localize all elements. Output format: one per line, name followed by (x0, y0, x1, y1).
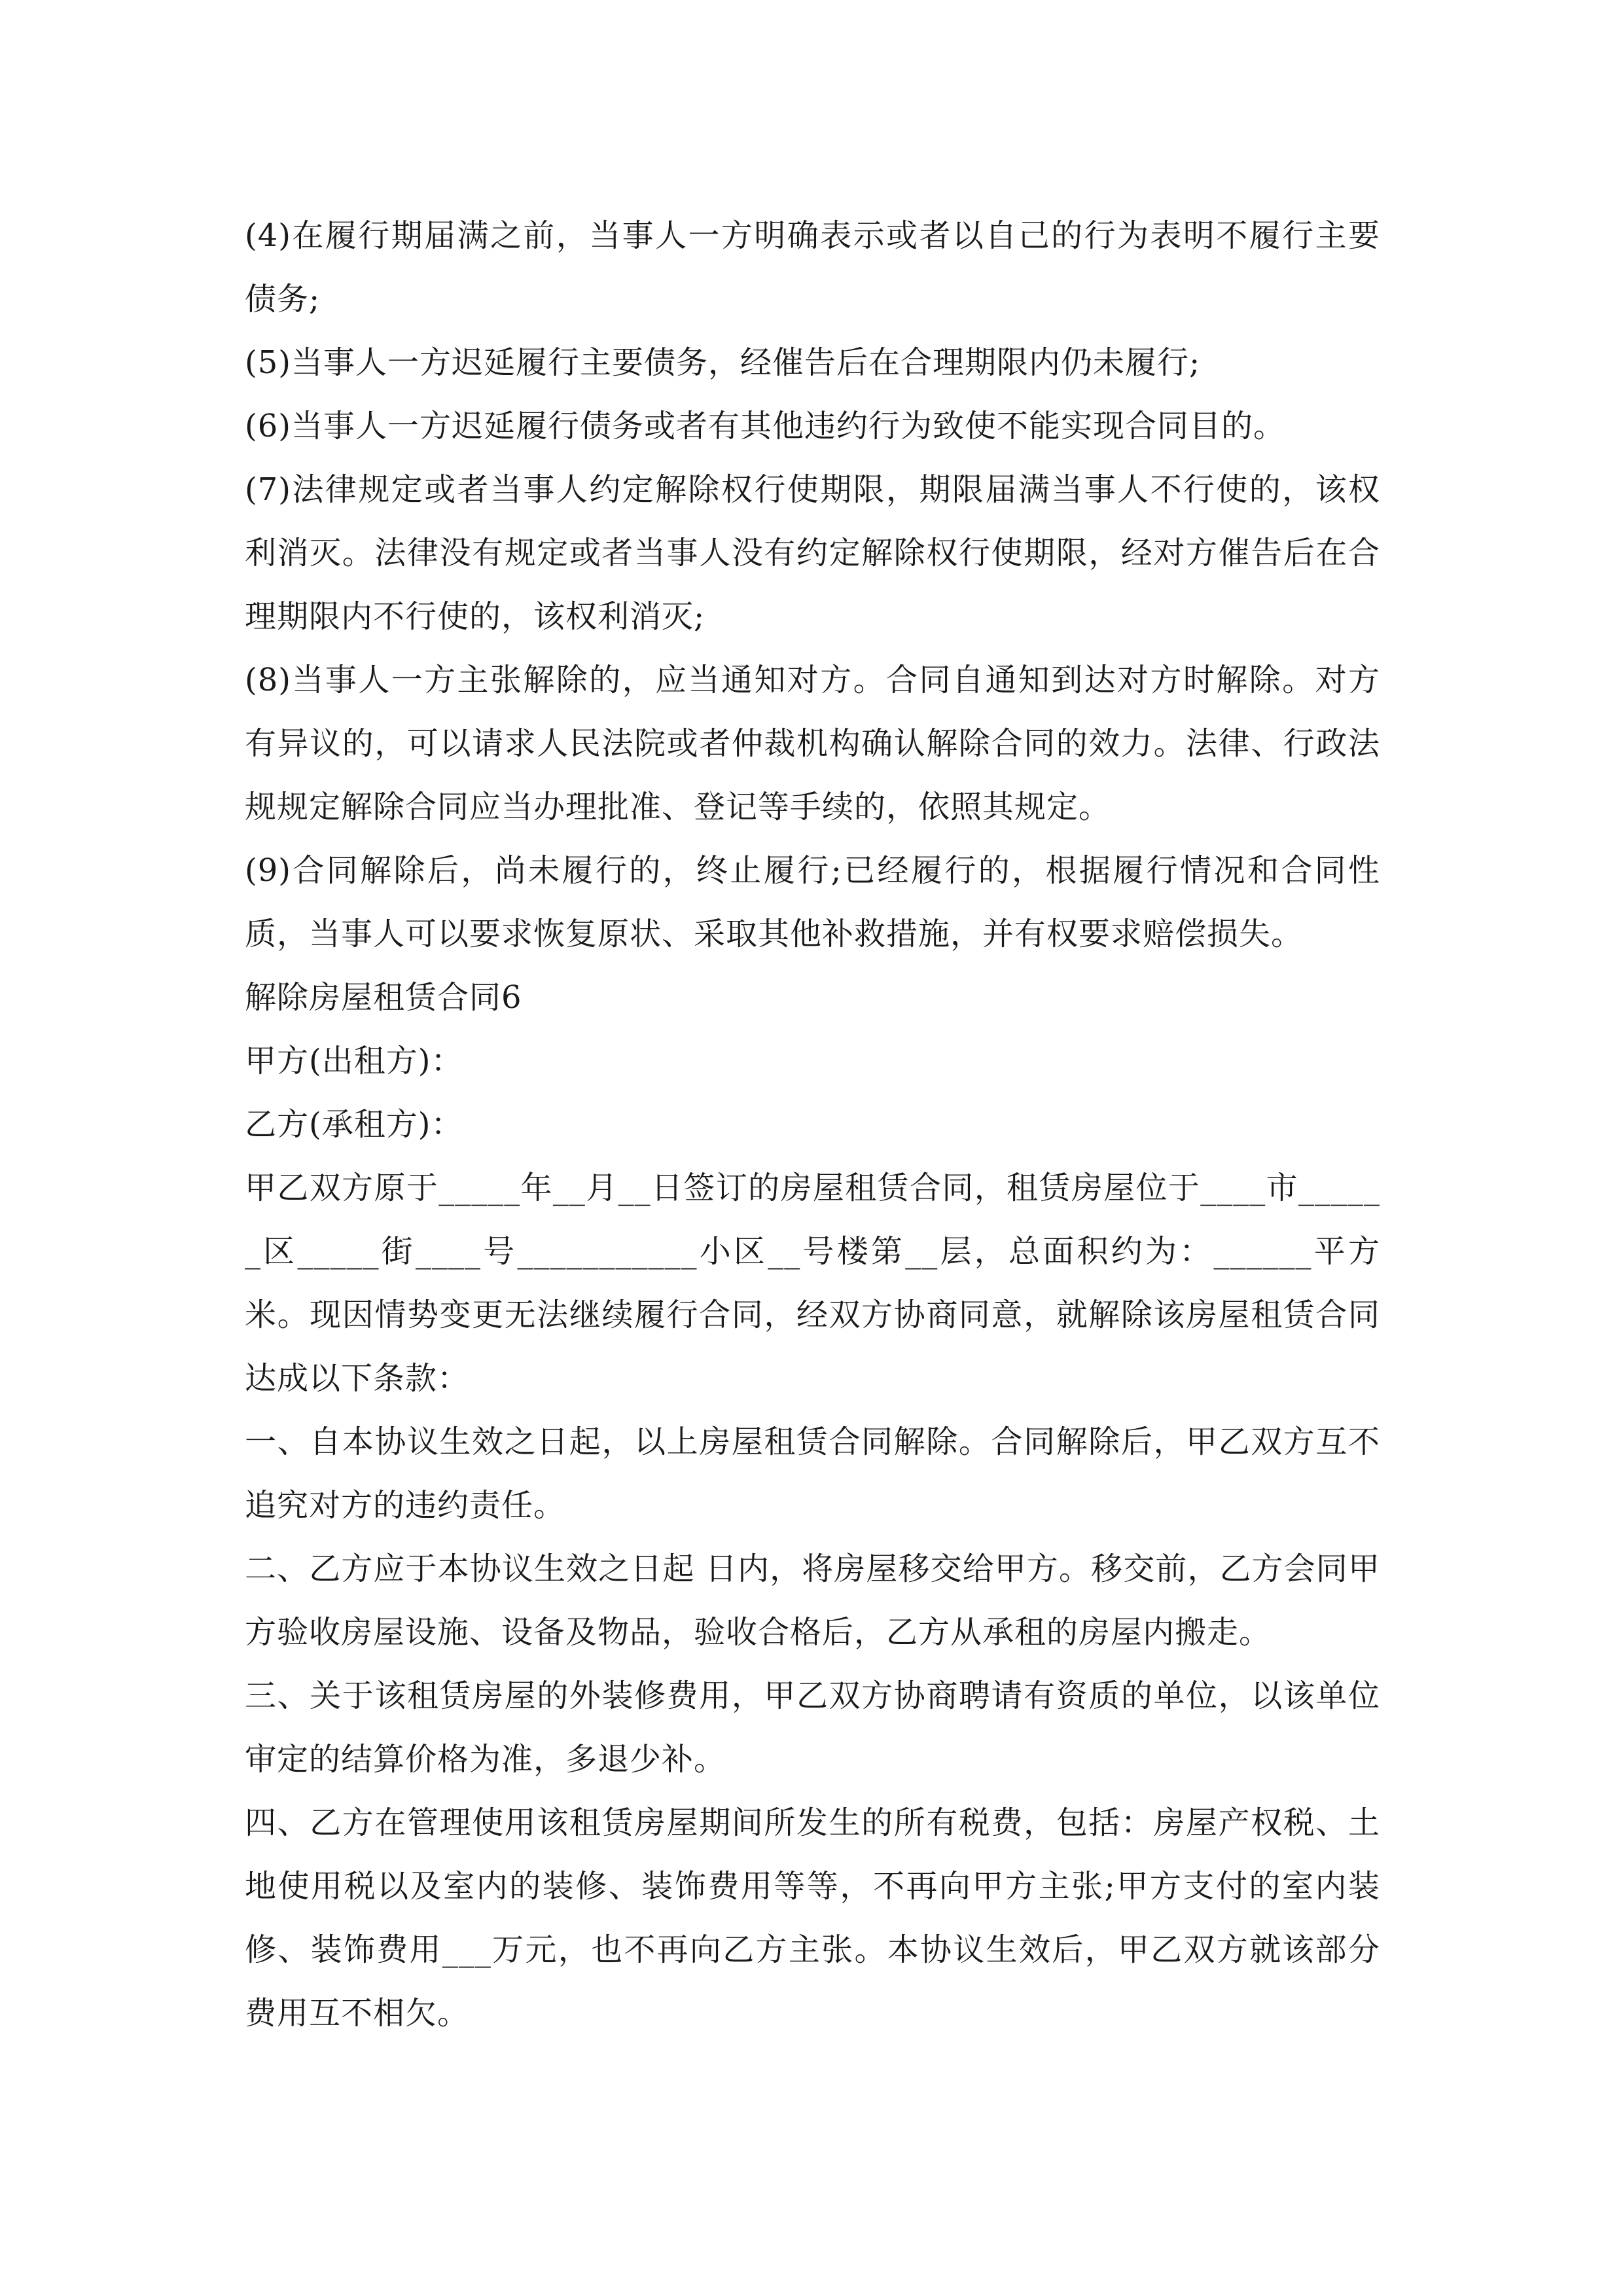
preamble-paragraph: 甲乙双方原于_____年__月__日签订的房屋租赁合同，租赁房屋位于____市______区_____街____号___________小区__号楼第__层，总面积约为：______平方米。现因情势变更无法继续履行合同，经双方协商同意，就解除该房屋租赁合同达成以下条款： (245, 1170, 1380, 1397)
section-title: 解除房屋租赁合同6 (245, 979, 522, 1016)
article-1: 一、自本协议生效之日起，以上房屋租赁合同解除。合同解除后，甲乙双方互不追究对方的违约责任。 (245, 1424, 1380, 1524)
party-a-line: 甲方(出租方)： (245, 1043, 463, 1079)
clause-4: (4)在履行期届满之前，当事人一方明确表示或者以自己的行为表明不履行主要债务; (245, 217, 1380, 317)
clause-7: (7)法律规定或者当事人约定解除权行使期限，期限届满当事人不行使的，该权利消灭。法律没有规定或者当事人没有约定解除权行使期限，经对方催告后在合理期限内不行使的，该权利消灭; (245, 471, 1380, 635)
clause-9: (9)合同解除后，尚未履行的，终止履行;已经履行的，根据履行情况和合同性质，当事人可以要求恢复原状、采取其他补救措施，并有权要求赔偿损失。 (245, 852, 1380, 952)
clause-8: (8)当事人一方主张解除的，应当通知对方。合同自通知到达对方时解除。对方有异议的，可以请求人民法院或者仲裁机构确认解除合同的效力。法律、行政法规规定解除合同应当办理批准、登记等手续的，依照其规定。 (245, 662, 1380, 825)
party-b-line: 乙方(承租方)： (245, 1106, 463, 1143)
clause-6: (6)当事人一方迟延履行债务或者有其他违约行为致使不能实现合同目的。 (245, 408, 1285, 444)
article-3: 三、关于该租赁房屋的外装修费用，甲乙双方协商聘请有资质的单位，以该单位审定的结算价格为准，多退少补。 (245, 1677, 1380, 1778)
article-4: 四、乙方在管理使用该租赁房屋期间所发生的所有税费，包括：房屋产权税、土地使用税以及室内的装修、装饰费用等等，不再向甲方主张;甲方支付的室内装修、装饰费用___万元，也不再向乙方主张。本协议生效后，甲乙双方就该部分费用互不相欠。 (245, 1804, 1380, 2032)
clause-5: (5)当事人一方迟延履行主要债务，经催告后在合理期限内仍未履行; (245, 344, 1201, 381)
article-2: 二、乙方应于本协议生效之日起 日内，将房屋移交给甲方。移交前，乙方会同甲方验收房屋设施、设备及物品，验收合格后，乙方从承租的房屋内搬走。 (245, 1551, 1380, 1651)
document-body (245, 204, 1380, 2045)
